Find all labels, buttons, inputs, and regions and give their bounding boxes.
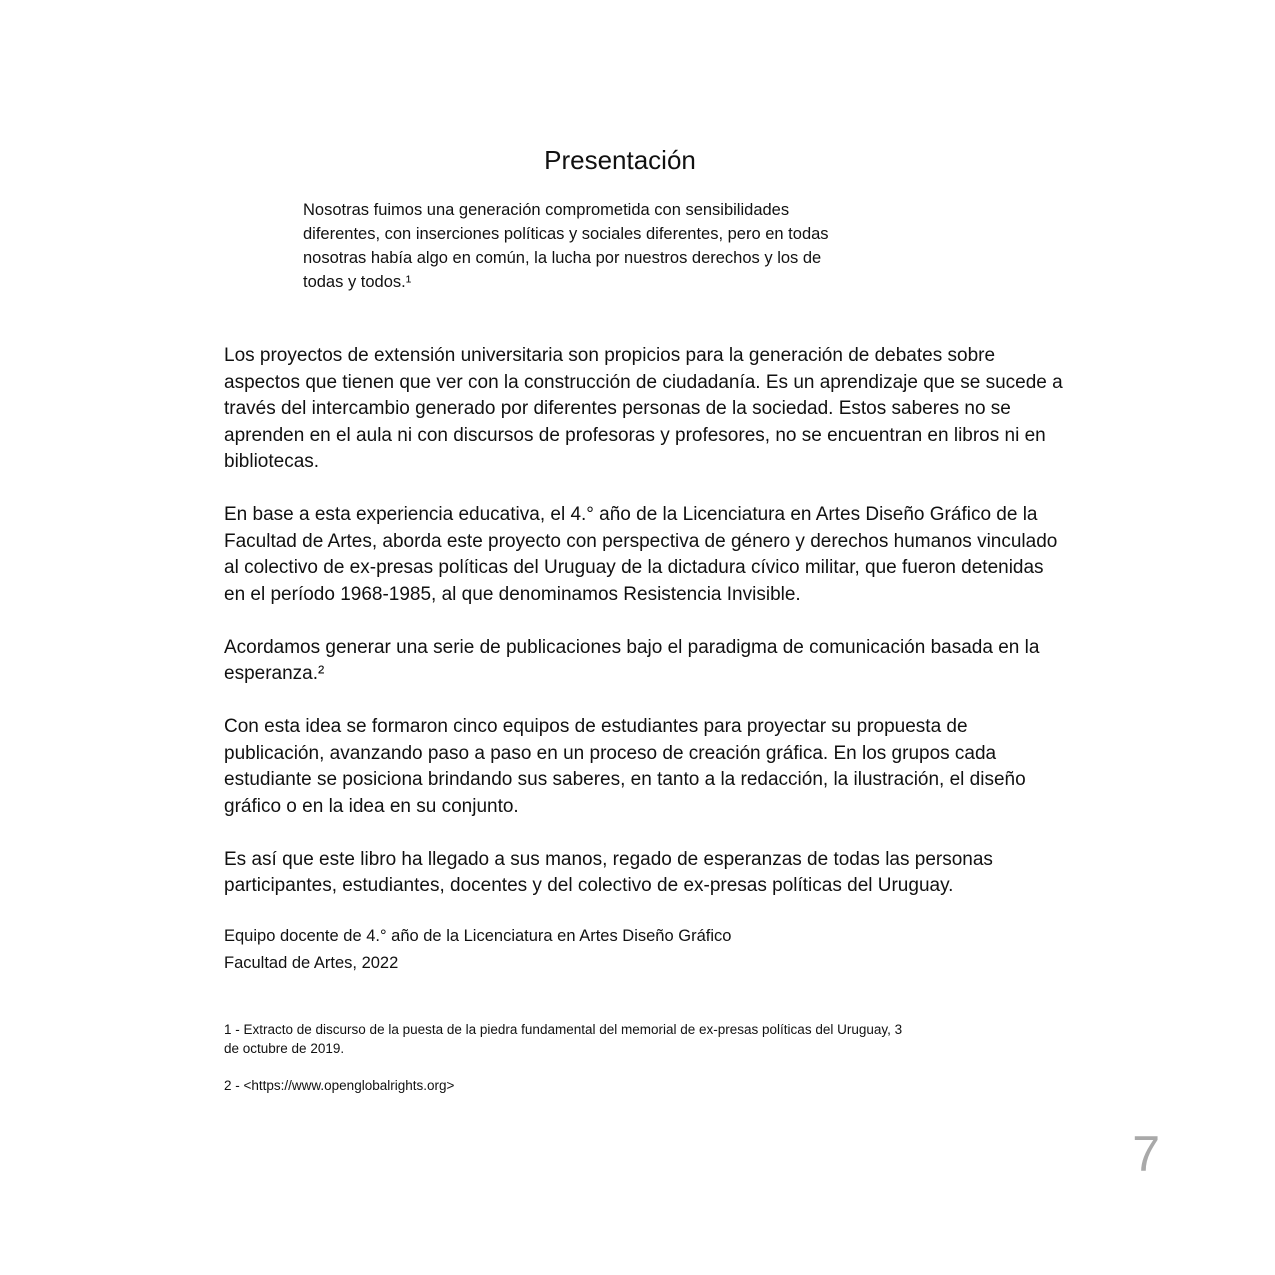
paragraph: Es así que este libro ha llegado a sus manos, regado de esperanzas de todas las personas participantes, estudiantes, docentes y del colectivo de ex-presas políticas del Uruguay. xyxy=(224,848,993,896)
signature-institution: Facultad de Artes, 2022 xyxy=(224,954,399,972)
footnotes xyxy=(224,1020,904,1113)
page-title: Presentación xyxy=(544,145,696,175)
footnote-1: 1 - Extracto de discurso de la puesta de la piedra fundamental del memorial de ex-presas políticas del Uruguay, 3 de octubre de 2019. xyxy=(224,1022,903,1056)
epigraph-line: Nosotras fuimos una generación comprometida con sensibilidades xyxy=(303,201,790,219)
paragraph: Con esta idea se formaron cinco equipos de estudiantes para proyectar su propuesta de publicación, avanzando paso a paso en un proceso de creación gráfica. En los grupos cada estudiante se posiciona brindando sus saberes, en tanto a la redacción, la ilustración, el diseño gráfico o en la idea en su conjunto. xyxy=(224,716,1026,817)
epigraph-line: nosotras había algo en común, la lucha por nuestros derechos y los de xyxy=(303,249,822,267)
paragraph: Los proyectos de extensión universitaria son propicios para la generación de debates sobre aspectos que tienen que ver con la construcción de ciudadanía. Es un aprendizaje que se sucede a través del intercambio generado por diferentes personas de la sociedad. Estos saberes no se aprenden en el aula ni con discursos de profesoras y profesores, no se encuentran en libros ni en bibliotecas. xyxy=(224,345,1063,472)
epigraph-line: diferentes, con inserciones políticas y sociales diferentes, pero en todas xyxy=(303,225,829,243)
epigraph-line: todas y todos.¹ xyxy=(303,273,412,291)
paragraph: Acordamos generar una serie de publicaciones bajo el paradigma de comunicación basada en la esperanza.² xyxy=(224,636,1040,684)
signature-block xyxy=(224,923,731,977)
paragraph: En base a esta experiencia educativa, el 4.° año de la Licenciatura en Artes Diseño Gráfico de la Facultad de Artes, aborda este proyecto con perspectiva de género y derechos humanos vinculado al colectivo de ex-presas políticas del Uruguay de la dictadura cívico militar, que fueron detenidas en el período 1968-1985, al que denominamos Resistencia Invisible. xyxy=(224,504,1058,605)
footnote-2: 2 - <https://www.openglobalrights.org> xyxy=(224,1078,455,1093)
body-text xyxy=(224,343,1064,926)
signature-team: Equipo docente de 4.° año de la Licenciatura en Artes Diseño Gráfico xyxy=(224,927,732,945)
epigraph-quote xyxy=(303,198,903,294)
page-number: 7 xyxy=(1132,1126,1160,1182)
